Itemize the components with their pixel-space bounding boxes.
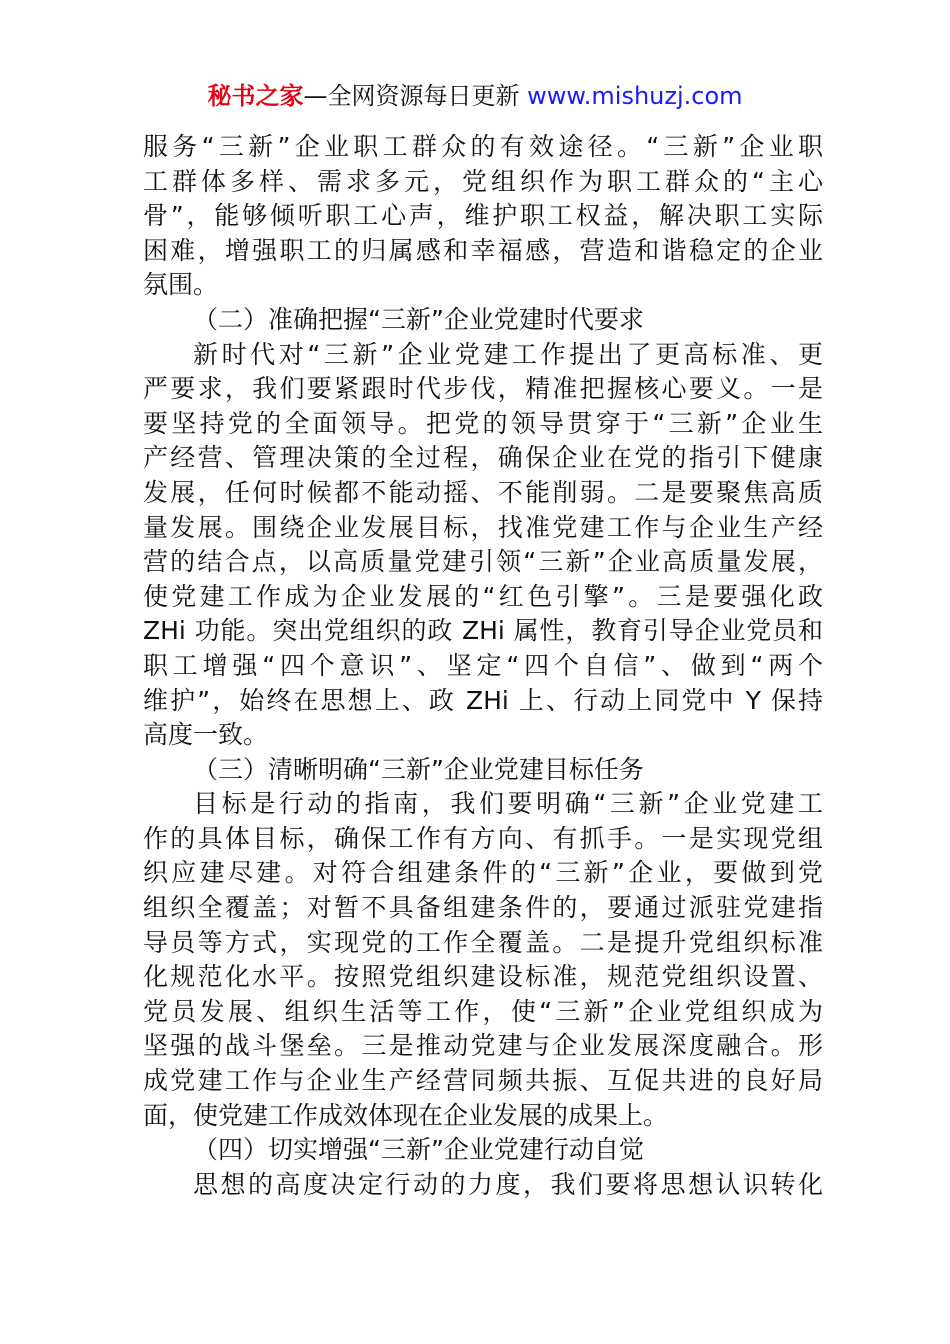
text-line: 织应建尽建。对符合组建条件的“三新”企业，要做到党 <box>143 858 823 888</box>
text-line: 工群体多样、需求多元，党组织作为职工群众的“主心 <box>143 166 823 196</box>
text-line: 坚强的战斗堡垒。三是推动党建与企业发展深度融合。形 <box>143 1031 823 1061</box>
text-line: 维护”，始终在思想上、政 ZHi 上、行动上同党中 Y 保持 <box>143 685 823 715</box>
text-line: 服务“三新”企业职工群众的有效途径。“三新”企业职 <box>143 132 823 161</box>
text-line: 面，使党建工作成效体现在企业发展的成果上。 <box>143 1100 669 1130</box>
site-link[interactable]: www.mishuzj.com <box>527 82 743 110</box>
text-line: 成党建工作与企业生产经营同频共振、互促共进的良好局 <box>143 1066 823 1096</box>
text-line: 产经营、管理决策的全过程，确保企业在党的指引下健康 <box>143 443 823 473</box>
brand-name[interactable]: 秘书之家 <box>207 82 304 110</box>
header-tagline: —全网资源每日更新 <box>303 82 520 110</box>
text-line: 目标是行动的指南，我们要明确“三新”企业党建工 <box>193 789 823 819</box>
text-line: 化规范化水平。按照党组织建设标准，规范党组织设置、 <box>143 962 823 992</box>
section-heading-2: （二）准确把握“三新”企业党建时代要求 <box>193 304 644 334</box>
text-line: 新时代对“三新”企业党建工作提出了更高标准、更 <box>193 339 823 369</box>
text-line: 职工增强“四个意识”、坚定“四个自信”、做到“两个 <box>143 650 823 680</box>
document-body <box>143 130 823 1202</box>
text-line: 氛围。 <box>143 270 219 300</box>
section-heading-4: （四）切实增强“三新”企业党建行动自觉 <box>193 1135 644 1165</box>
text-line: 困难，增强职工的归属感和幸福感，营造和谐稳定的企业 <box>143 235 823 265</box>
text-line: 高度一致。 <box>143 720 269 750</box>
text-line: ZHi 功能。突出党组织的政 ZHi 属性，教育引导企业党员和 <box>143 616 823 646</box>
text-line: 导员等方式，实现党的工作全覆盖。二是提升党组织标准 <box>143 927 823 957</box>
page-header <box>0 80 950 112</box>
text-line: 思想的高度决定行动的力度，我们要将思想认识转化 <box>193 1169 823 1199</box>
text-line: 量发展。围绕企业发展目标，找准党建工作与企业生产经 <box>143 512 823 542</box>
text-line: 作的具体目标，确保工作有方向、有抓手。一是实现党组 <box>143 823 823 853</box>
text-line: 组织全覆盖；对暂不具备组建条件的，要通过派驻党建指 <box>143 893 823 923</box>
text-line: 营的结合点，以高质量党建引领“三新”企业高质量发展， <box>143 547 823 577</box>
text-line: 使党建工作成为企业发展的“红色引擎”。三是要强化政 <box>143 581 823 611</box>
text-line: 骨”，能够倾听职工心声，维护职工权益，解决职工实际 <box>143 201 823 231</box>
section-heading-3: （三）清晰明确“三新”企业党建目标任务 <box>193 754 644 784</box>
text-line: 要坚持党的全面领导。把党的领导贯穿于“三新”企业生 <box>143 408 823 438</box>
text-line: 党员发展、组织生活等工作，使“三新”企业党组织成为 <box>143 996 823 1026</box>
text-line: 发展，任何时候都不能动摇、不能削弱。二是要聚焦高质 <box>143 477 823 507</box>
text-line: 严要求，我们要紧跟时代步伐，精准把握核心要义。一是 <box>143 374 823 404</box>
